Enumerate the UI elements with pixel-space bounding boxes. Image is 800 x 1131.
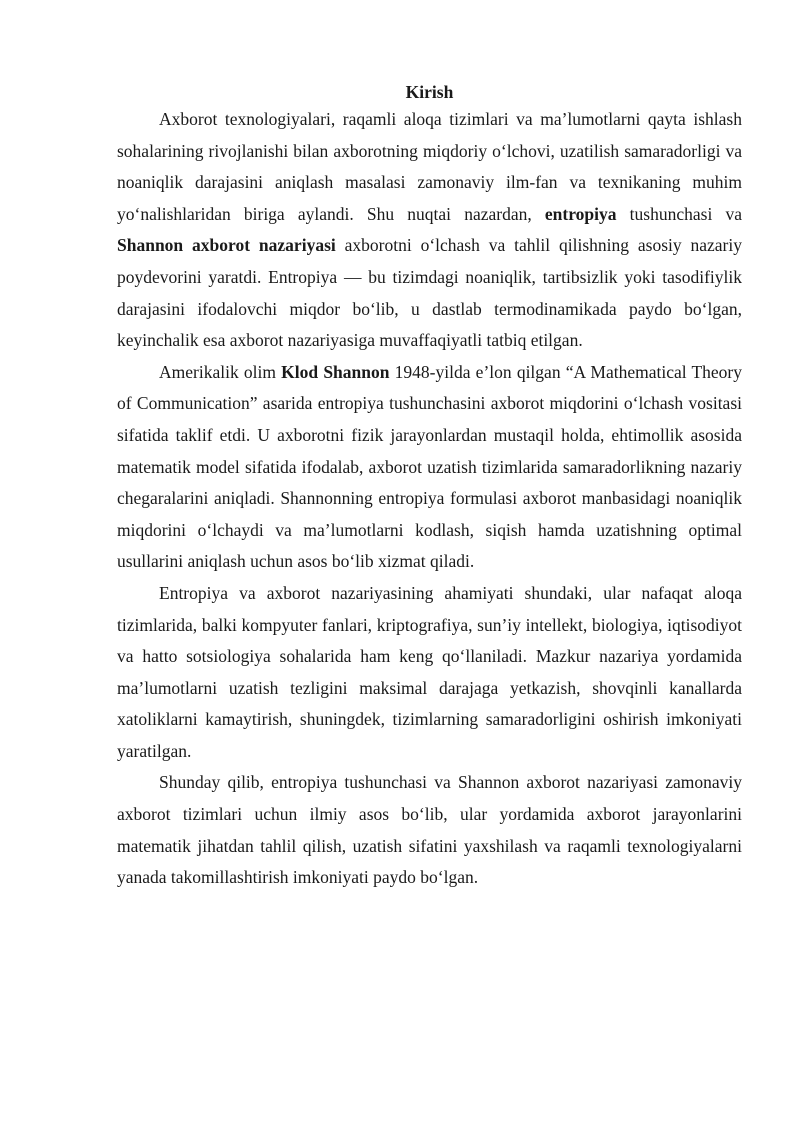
term-klod-shannon: Klod Shannon (281, 361, 390, 382)
document-body (117, 104, 742, 894)
paragraph-1-text-e: axborotni o‘lchash va tahlil qilishning asosiy nazariy poydevorini yaratdi. Entropiya — bu tizimdagi noaniqlik, tartibsizlik yoki tasodifiylik darajasini ifodalovchi miqdor bo‘lib, u dastlab termodinamikada paydo bo‘lgan, keyinchalik esa axborot nazariyasiga muvaffaqiyatli tatbiq etilgan. (117, 235, 742, 351)
page-title: Kirish (405, 82, 454, 102)
paragraph-1 (117, 104, 742, 357)
paragraph-1-text-a: Axborot texnologiyalari, raqamli aloqa tizimlari va ma’lumotlarni qayta ishlash sohalarining rivojlanishi bilan axborotning miqdoriy o‘lchovi, uzatilish samaradorligi va noaniqlik darajasini aniqlash masalasi zamonaviy ilm-fan va texnikaning muhim yo‘nalishlaridan biriga aylandi. Shu nuqtai nazardan, (117, 109, 742, 224)
term-shannon-theory: Shannon axborot nazariyasi (117, 235, 336, 256)
paragraph-2-text-a: Amerikalik olim (159, 361, 282, 382)
term-entropiya: entropiya (544, 203, 617, 224)
paragraph-4: Shunday qilib, entropiya tushunchasi va Shannon axborot nazariyasi zamonaviy axborot tizimlari uchun ilmiy asos bo‘lib, ular yordamida axborot jarayonlarini matematik jihatdan tahlil qilish, uzatish sifatini yaxshilash va raqamli texnologiyalarni yanada takomillashtirish imkoniyati paydo bo‘lgan. (117, 772, 742, 888)
paragraph-3: Entropiya va axborot nazariyasining ahamiyati shundaki, ular nafaqat aloqa tizimlarida, balki kompyuter fanlari, kriptografiya, sun’iy intellekt, biologiya, iqtisodiyot va hatto sotsiologiya sohalarida ham keng qo‘llaniladi. Mazkur nazariya yordamida ma’lumotlarni uzatish tezligini maksimal darajaga yetkazish, shovqinli kanallarda xatoliklarni kamaytirish, shuningdek, tizimlarning samaradorligini oshirish imkoniyati yaratilgan. (117, 582, 742, 761)
paragraph-2 (117, 357, 742, 578)
paragraph-1-text-c: tushunchasi va (616, 203, 742, 224)
paragraph-2-text-c: 1948-yilda e’lon qilgan “A Mathematical Theory of Communication” asarida entropiya tushunchasini axborot miqdorini o‘lchash vositasi sifatida taklif etdi. U axborotni fizik jarayonlardan mustaqil holda, ehtimollik asosida matematik model sifatida ifodalab, axborot uzatish tizimlarida samaradorlikning nazariy chegaralarini aniqladi. Shannonning entropiya formulasi axborot manbasidagi noaniqlik miqdorini o‘lchaydi va ma’lumotlarni kodlash, siqish hamda uzatishning optimal usullarini aniqlash uchun asos bo‘lib xizmat qiladi. (117, 361, 742, 572)
